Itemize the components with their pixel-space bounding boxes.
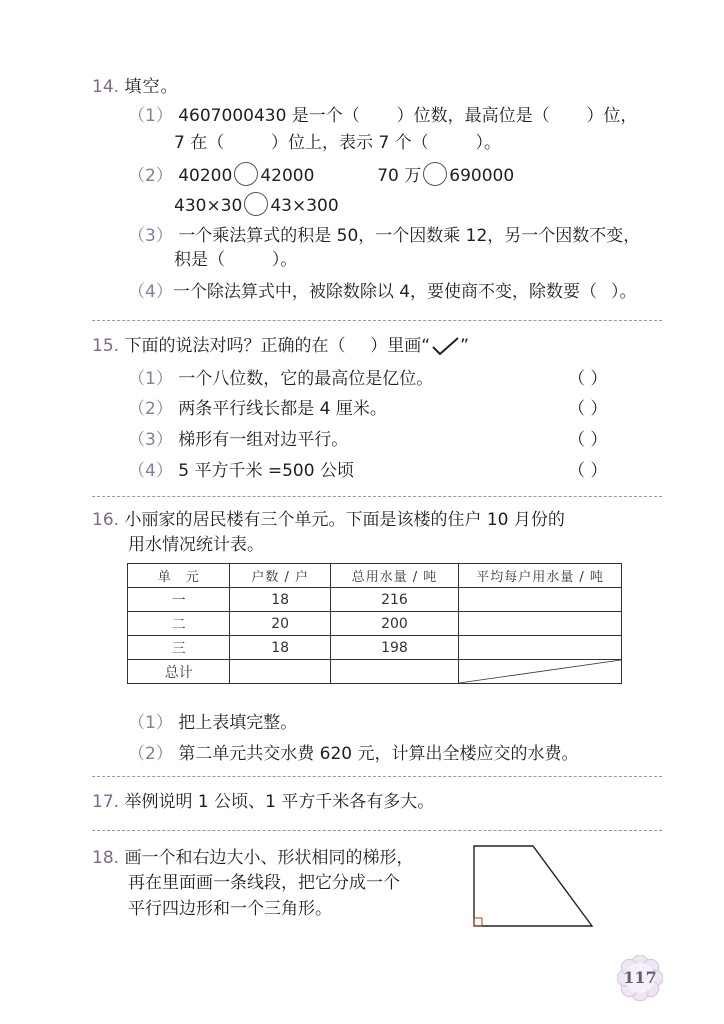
table-row: [128, 588, 622, 612]
table-cell: 198: [330, 636, 458, 660]
table-cell: 二: [128, 612, 230, 636]
table-cell: 18: [230, 588, 330, 612]
q14-part1-label: （1）: [128, 106, 173, 126]
table-cell: 18: [230, 636, 330, 660]
q14-part1-text-e: ）位上，表示 7 个（: [271, 133, 429, 153]
table-cell: 216: [330, 588, 458, 612]
q15-item-3: [128, 427, 348, 453]
q14-part2-c-left: 430×30: [174, 196, 243, 216]
q16-line2: 用水情况统计表。: [128, 535, 264, 555]
table-cell-blank[interactable]: [330, 660, 458, 684]
q15-item-1: [128, 366, 433, 392]
section-divider: [92, 320, 662, 321]
q14-part3-line1: [128, 223, 640, 249]
table-row: [128, 636, 622, 660]
q17-number: 17.: [92, 792, 120, 812]
q15-item-text: 两条平行线长都是 4 厘米。: [178, 399, 387, 419]
q15-item-text: 5 平方千米 =500 公顷: [178, 461, 354, 481]
q14-part3-text: 一个乘法算式的积是 50，一个因数乘 12，另一个因数不变，: [178, 226, 641, 246]
table-cell: 200: [330, 612, 458, 636]
q18-text-line1: 画一个和右边大小、形状相同的梯形，: [124, 848, 414, 868]
trapezoid-figure: [466, 840, 598, 930]
q14-part3-line2: [174, 247, 297, 273]
answer-paren[interactable]: （ ）: [568, 461, 608, 481]
q14-part1-text-d: 7 在（: [174, 133, 225, 153]
q14-part4-line: [128, 279, 637, 305]
q15-item-label: （2）: [128, 399, 173, 419]
q16-line1: [92, 507, 565, 533]
table-cell-blank[interactable]: [230, 660, 330, 684]
q14-part4-end: ）。: [611, 282, 637, 302]
q15-item-text: 梯形有一组对边平行。: [178, 430, 349, 450]
section-divider: [92, 830, 662, 831]
table-header-cell: 单 元: [128, 564, 230, 588]
q15-item-label: （3）: [128, 430, 173, 450]
q14-part1-text-b: ）位数，最高位是（: [396, 106, 550, 126]
table-header-cell: 户数 / 户: [230, 564, 330, 588]
q17-line: [92, 789, 434, 815]
q14-part2-label: （2）: [128, 166, 173, 186]
compare-circle-blank[interactable]: [423, 162, 447, 186]
q16-number: 16.: [92, 510, 120, 530]
table-cell: 总计: [128, 660, 230, 684]
q16-text-line1: 小丽家的居民楼有三个单元。下面是该楼的住户 10 月份的: [124, 510, 565, 530]
table-cell: 20: [230, 612, 330, 636]
table-cell-blank[interactable]: [459, 612, 622, 636]
q14-part2-line1: [128, 162, 514, 189]
section-divider: [92, 776, 662, 777]
q15-heading: [92, 333, 469, 359]
q14-part2-a-right: 42000: [260, 166, 315, 186]
table-header-cell: 总用水量 / 吨: [330, 564, 458, 588]
water-usage-table: [127, 563, 622, 684]
q18-line3: 平行四边形和一个三角形。: [128, 899, 332, 919]
table-cell-blank[interactable]: [459, 636, 622, 660]
q14-part1-line2: [174, 130, 501, 156]
table-row: [128, 612, 622, 636]
q14-number: 14.: [92, 77, 120, 97]
diagonal-line: [459, 660, 621, 683]
q15-number: 15.: [92, 336, 120, 356]
q17-text: 举例说明 1 公顷、1 平方千米各有多大。: [124, 792, 435, 812]
q15-title-c: ”: [460, 336, 469, 356]
answer-paren[interactable]: （ ）: [568, 369, 608, 389]
q16-part2: [128, 741, 579, 767]
q16-part1-label: （1）: [128, 713, 173, 733]
q15-item-2: [128, 396, 387, 422]
q18-line1: [92, 845, 413, 871]
q16-part1-text: 把上表填完整。: [178, 713, 298, 733]
q14-part2-line2: [174, 192, 339, 219]
q16-part1: [128, 710, 297, 736]
compare-circle-blank[interactable]: [234, 162, 258, 186]
q14-part2-c-right: 43×300: [270, 196, 339, 216]
page-number: 117: [623, 968, 657, 987]
q16-part2-label: （2）: [128, 744, 173, 764]
q16-part2-text: 第二单元共交水费 620 元，计算出全楼应交的水费。: [178, 744, 579, 764]
q14-part2-b-left: 70 万: [377, 166, 422, 186]
q15-title-a: 下面的说法对吗？正确的在（: [124, 336, 346, 356]
q14-part1-text-f: ）。: [475, 133, 501, 153]
q14-part3-label: （3）: [128, 226, 173, 246]
table-header-row: [128, 564, 622, 588]
answer-paren[interactable]: （ ）: [568, 399, 608, 419]
q18-line2: 再在里面画一条线段，把它分成一个: [128, 873, 400, 893]
page-number-badge: [617, 955, 663, 1001]
q15-title-b: ）里画“: [370, 336, 431, 356]
answer-paren[interactable]: （ ）: [568, 430, 608, 450]
check-mark-icon: [430, 335, 460, 357]
q14-part4-label: （4）: [128, 282, 173, 302]
q15-item-text: 一个八位数，它的最高位是亿位。: [178, 369, 434, 389]
q14-part2-b-right: 690000: [449, 166, 515, 186]
table-cell: 一: [128, 588, 230, 612]
table-cell-blank[interactable]: [459, 588, 622, 612]
table-cell-diagonal: [459, 660, 622, 684]
q14-title: 填空。: [124, 77, 179, 97]
q14-heading: [92, 74, 178, 100]
q18-number: 18.: [92, 848, 120, 868]
q14-part3-text-b: 积是（: [174, 250, 225, 270]
table-row: [128, 660, 622, 684]
q14-part1-text-a: 4607000430 是一个（: [178, 106, 360, 126]
q14-part3-text-c: ）。: [271, 250, 298, 270]
section-divider: [92, 496, 662, 497]
q14-part1-line1: [128, 103, 637, 129]
table-cell: 三: [128, 636, 230, 660]
table-header-cell: 平均每户用水量 / 吨: [459, 564, 622, 588]
q14-part1-text-c: ）位，: [586, 106, 638, 126]
q14-part2-a-left: 40200: [178, 166, 233, 186]
q15-item-4: [128, 458, 354, 484]
compare-circle-blank[interactable]: [244, 192, 268, 216]
q14-part4-text: 一个除法算式中，被除数除以 4，要使商不变，除数要（: [172, 282, 598, 302]
q15-item-label: （1）: [128, 369, 173, 389]
q15-item-label: （4）: [128, 461, 173, 481]
